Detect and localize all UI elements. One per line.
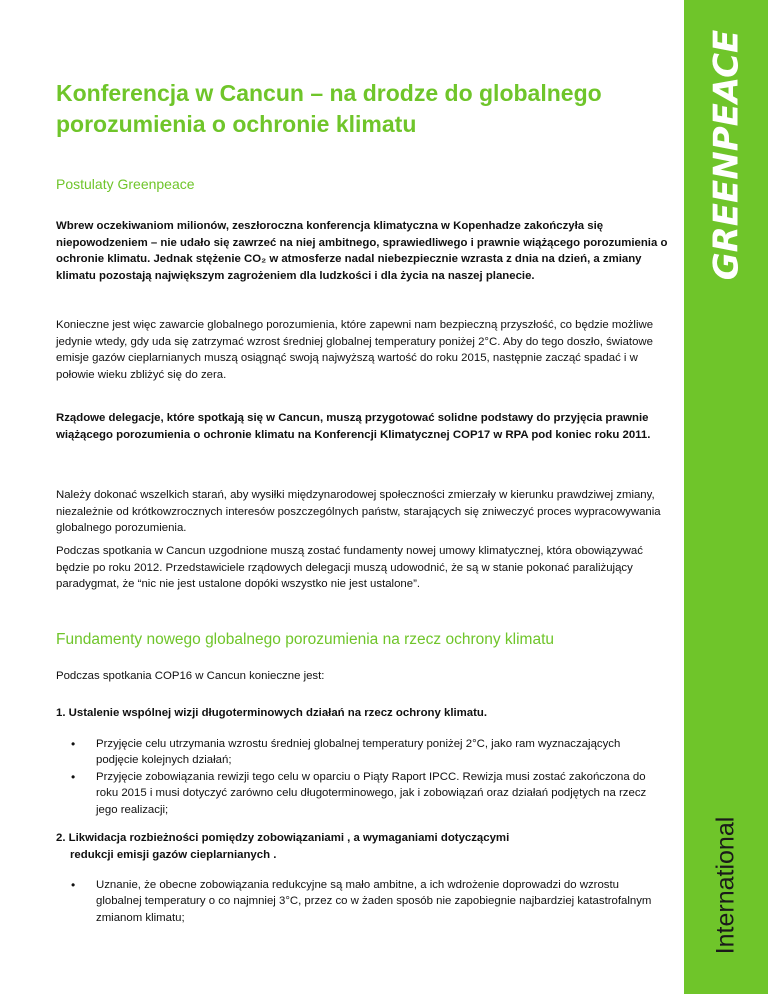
paragraph-5: Podczas spotkania w Cancun uzgodnione muszą zostać fundamenty nowej umowy klimatycznej, która obowiązywać będzie po roku 2012. Przedstawiciele rządowych delegacji muszą udowodnić, że są w stanie pokonać paraliżujący paradygmat, że “nic nie jest ustalone dopóki wszystko nie jest ustalone”. (56, 545, 643, 591)
item-2-bullet-list (96, 877, 656, 926)
item-1-bullet-list (96, 736, 656, 818)
paragraph-4: Należy dokonać wszelkich starań, aby wysiłki międzynarodowej społeczności zmierzały w kierunku prawdziwej zmiany, niezależnie od krótkowzrocznych interesów poszczególnych państw, starających się zniweczyć proces wypracowywania globalnego porozumienia. (56, 489, 661, 535)
section-heading: Fundamenty nowego globalnego porozumienia na rzecz ochrony klimatu (56, 631, 555, 648)
list-item: • Uznanie, że obecne zobowiązania redukcyjne są mało ambitne, a ich wdrożenie doprowadzi do wzrostu globalnej temperatury o co najmniej 3°C, przez co w żaden sposób nie zapobiegnie najbardziej katastrofalnym zmianom klimatu; (96, 877, 656, 926)
paragraph-3-bold: Rządowe delegacje, które spotkają się w Cancun, muszą przygotować solidne podstawy do przyjęcia prawnie wiążącego porozumienia o ochronie klimatu na Konferencji Klimatycznej COP17 w RPA pod koniec roku 2011. (56, 412, 651, 441)
item-2-heading: 2. Likwidacja rozbieżności pomiędzy zobowiązaniami , a wymaganiami dotyczącymi redukcji emisji gazów cieplarnianych . (56, 832, 510, 861)
document-title: Konferencja w Cancun – na drodze do globalnego porozumienia o ochronie klimatu (56, 80, 602, 137)
international-label: International (711, 816, 740, 954)
document-body (56, 78, 668, 924)
paragraph-2: Konieczne jest więc zawarcie globalnego porozumienia, które zapewni nam bezpieczną przyszłość, co będzie możliwe jedynie wtedy, gdy uda się zatrzymać wzrost średniej globalnej temperatury poniżej 2°C. Aby do tego doszło, światowe emisje gazów cieplarnianych muszą osiągnąć swoją najwyższą wartość do roku 2015, następnie zacząć spadać i w połowie wieku zbliżyć się do zera. (56, 319, 654, 381)
item-1-heading: 1. Ustalenie wspólnej wizji długoterminowych działań na rzecz ochrony klimatu. (56, 707, 488, 719)
section-subtitle: Postulaty Greenpeace (56, 176, 195, 192)
section-intro: Podczas spotkania COP16 w Cancun konieczne jest: (56, 670, 325, 682)
list-item: • Przyjęcie zobowiązania rewizji tego celu w oparciu o Piąty Raport IPCC. Rewizja musi zostać zakończona do roku 2015 i musi dotyczyć zarówno celu długoterminowego, jak i zobowiązań oraz działań podjętych na rzecz jego realizacji; (96, 769, 656, 818)
intro-paragraph-bold: Wbrew oczekiwaniom milionów, zeszłoroczna konferencja klimatyczna w Kopenhadze zakończyła się niepowodzeniem – nie udało się zawrzeć na niej ambitnego, sprawiedliwego i prawnie wiążącego porozumienia o ochronie klimatu. Jednak stężenie CO₂ w atmosferze nadal niebezpiecznie wzrasta z dnia na dzień, a zmiany klimatu pozostają największym zagrożeniem dla ludzkości i dla życia na naszej planecie. (56, 220, 668, 282)
greenpeace-logo: GREENPEACE (706, 29, 746, 281)
list-item: • Przyjęcie celu utrzymania wzrostu średniej globalnej temperatury poniżej 2°C, jako ram wyznaczających podjęcie kolejnych działań; (96, 736, 656, 769)
